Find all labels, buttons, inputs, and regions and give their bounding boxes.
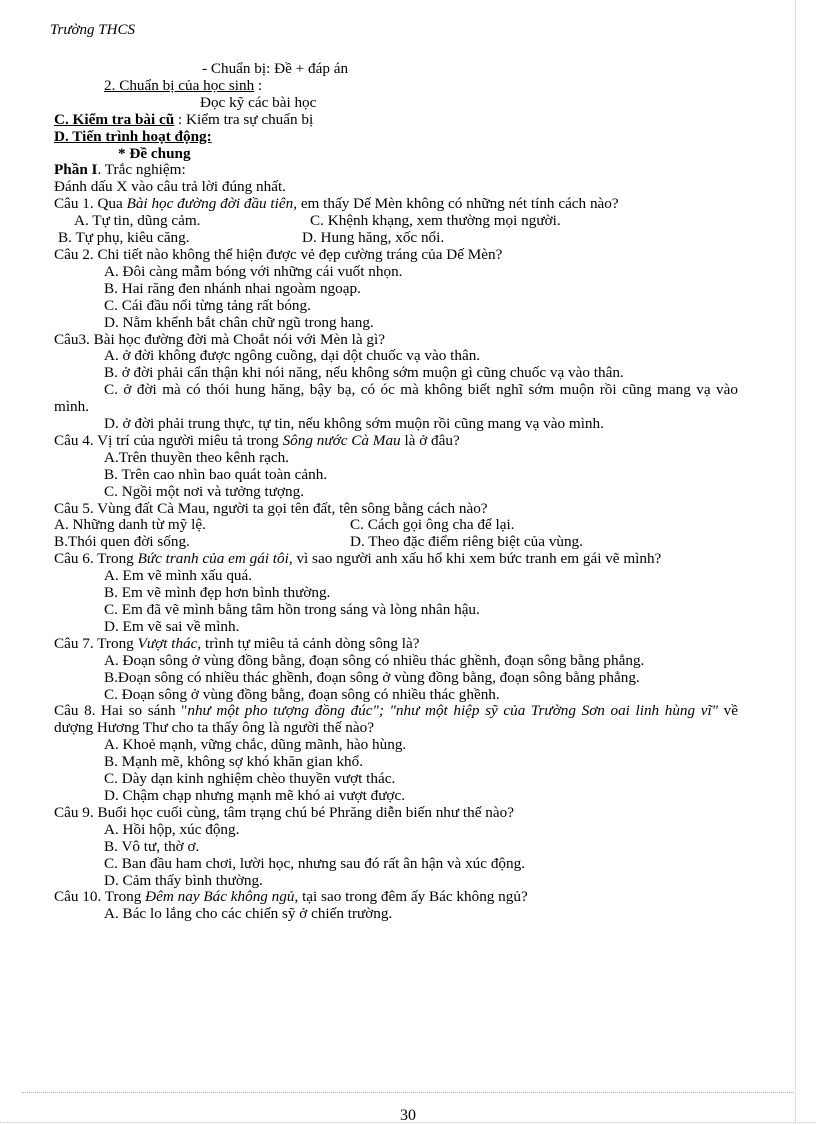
option-5d: D. Theo đặc điểm riêng biệt của vùng. (350, 533, 583, 551)
prep-student-label: 2. Chuẩn bị của học sinh (104, 76, 255, 94)
section-d-label: D. Tiến trình hoạt động: (54, 127, 212, 145)
question-1 (54, 196, 738, 213)
question-4-title: Sông nước Cà Mau (282, 431, 401, 449)
question-5: Câu 5. Vùng đất Cà Mau, người ta gọi tên đất, tên sông bằng cách nào? (54, 499, 488, 517)
prep-student-colon: : (254, 76, 263, 94)
option-3b: B. ở đời phải cẩn thận khi nói năng, nếu không sớm muộn gì cũng chuốc vạ vào thân. (104, 364, 624, 382)
question-2: Câu 2. Chi tiết nào không thể hiện được vẻ đẹp cường tráng của Dế Mèn? (54, 245, 503, 263)
section-d (54, 129, 738, 146)
option-1b: B. Tự phụ, kiêu căng. (58, 229, 190, 247)
section-c-label: C. Kiểm tra bài cũ (54, 110, 175, 128)
page-header: Trường THCS (50, 22, 135, 38)
option-7a: A. Đoạn sông ở vùng đồng bằng, đoạn sông có nhiều thác ghềnh, đoạn sông bằng phẳng. (104, 651, 645, 669)
question-7-post: , trình tự miêu tả cảnh dòng sông là? (197, 634, 420, 652)
question-8 (54, 703, 738, 737)
question-6-pre: Câu 6. Trong (54, 550, 138, 568)
part1-instruction: Đánh dấu X vào câu trả lời đúng nhất. (54, 178, 286, 196)
question-8-title: như một pho tượng đồng đúc"; "như một hiệp sỹ của Trường Sơn oai linh hùng vĩ" (187, 702, 719, 720)
option-6a: A. Em vẽ mình xấu quá. (104, 567, 253, 585)
option-4a: A.Trên thuyền theo kênh rạch. (104, 448, 290, 466)
section-c (54, 112, 738, 129)
option-9c: C. Ban đầu ham chơi, lười học, nhưng sau đó rất ân hận và xúc động. (104, 854, 525, 872)
page-number: 30 (400, 1107, 416, 1124)
question-6 (54, 551, 738, 568)
question-10 (54, 889, 738, 906)
option-8c: C. Dày dạn kinh nghiệm chèo thuyền vượt thác. (104, 770, 396, 788)
option-2a: A. Đôi càng mẫm bóng với những cái vuốt nhọn. (104, 262, 403, 280)
option-10a: A. Bác lo lắng cho các chiến sỹ ở chiến trường. (104, 905, 393, 923)
question-10-post: , tại sao trong đêm ấy Bác không ngủ? (294, 888, 528, 906)
question-1-options-row-2 (54, 230, 738, 247)
prep-student (54, 78, 738, 95)
option-7b: B.Đoạn sông có nhiều thác ghềnh, đoạn sông ở vùng đồng bằng, đoạn sông bằng phẳng. (104, 668, 640, 686)
question-7 (54, 636, 738, 653)
document-body (54, 61, 738, 923)
option-6b: B. Em vẽ mình đẹp hơn bình thường. (104, 584, 331, 602)
question-9: Câu 9. Buổi học cuối cùng, tâm trạng chú bé Phrăng diễn biến như thế nào? (54, 803, 514, 821)
option-8d: D. Chậm chạp nhưng mạnh mẽ khó ai vượt được. (104, 786, 405, 804)
option-1c: C. Khệnh khạng, xem thường mọi người. (310, 212, 561, 230)
question-6-post: , vì sao người anh xấu hổ khi xem bức tranh em gái vẽ mình? (288, 550, 662, 568)
option-6d: D. Em vẽ sai về mình. (104, 617, 240, 635)
part1-label: Phần I (54, 161, 98, 179)
option-5c: C. Cách gọi ông cha để lại. (350, 516, 515, 534)
question-4 (54, 433, 738, 450)
option-8a: A. Khoẻ mạnh, vững chắc, dũng mãnh, hào hùng. (104, 736, 407, 754)
question-8-post: về dượng Hương Thư cho ta thấy ông là người thế nào? (54, 702, 739, 737)
option-9d: D. Cảm thấy bình thường. (104, 871, 263, 889)
question-6-title: Bức tranh của em gái tôi (137, 550, 289, 568)
question-4-pre: Câu 4. Vị trí của người miêu tả trong (54, 431, 283, 449)
section-c-text: : Kiểm tra sự chuẩn bị (174, 110, 314, 128)
option-7c: C. Đoạn sông ở vùng đồng bằng, đoạn sông có nhiều thác ghềnh. (104, 685, 500, 703)
prep-student-text: Đọc kỹ các bài học (200, 93, 317, 111)
question-1-pre: Câu 1. Qua (54, 195, 127, 213)
option-3d: D. ở đời phải trung thực, tự tin, nếu không sớm muộn rồi cũng mang vạ vào mình. (104, 415, 604, 433)
option-3a: A. ở đời không được ngông cuồng, dại dột chuốc vạ vào thân. (104, 347, 481, 365)
question-8-pre: Câu 8. Hai so sánh " (54, 702, 188, 720)
option-1a: A. Tự tin, dũng cảm. (74, 212, 201, 230)
de-chung: * Đề chung (118, 144, 191, 162)
option-1d: D. Hung hăng, xốc nổi. (302, 229, 445, 247)
question-5-options-row-2 (54, 534, 738, 551)
page-edge-right (795, 0, 796, 1123)
option-9b: B. Vô tư, thờ ơ. (104, 837, 200, 855)
option-4c: C. Ngồi một nơi và tưởng tượng. (104, 482, 305, 500)
option-8b: B. Mạnh mẽ, không sợ khó khăn gian khổ. (104, 753, 364, 771)
prep-teacher: - Chuẩn bị: Đề + đáp án (202, 60, 349, 77)
option-9a: A. Hồi hộp, xúc động. (104, 820, 240, 838)
part1-title: . Trắc nghiệm: (97, 161, 186, 179)
option-6c: C. Em đã vẽ mình bằng tâm hồn trong sáng và lòng nhân hậu. (104, 601, 480, 618)
question-1-post: , em thấy Dế Mèn không có những nét tính cách nào? (293, 195, 619, 213)
question-7-pre: Câu 7. Trong (54, 634, 138, 652)
question-3: Câu3. Bài học đường đời mà Choắt nói với Mèn là gì? (54, 330, 385, 348)
option-2d: D. Nằm khểnh bắt chân chữ ngũ trong hang. (104, 313, 374, 331)
question-1-title: Bài học đường đời đầu tiên (126, 195, 294, 213)
question-4-post: là ở đâu? (400, 431, 460, 449)
option-5b: B.Thói quen đời sống. (54, 533, 190, 551)
option-2b: B. Hai răng đen nhánh nhai ngoàm ngoạp. (104, 279, 361, 297)
question-1-options-row-1 (54, 213, 738, 230)
option-4b: B. Trên cao nhìn bao quát toàn cảnh. (104, 465, 328, 483)
option-5a: A. Những danh từ mỹ lệ. (54, 516, 206, 534)
question-7-title: Vượt thác (137, 634, 198, 652)
question-10-title: Đêm nay Bác không ngủ (145, 888, 295, 906)
question-5-options-row-1 (54, 517, 738, 534)
option-2c: C. Cái đầu nổi từng tảng rất bóng. (104, 296, 311, 314)
footer-divider (22, 1092, 794, 1093)
option-3c: C. ở đời mà có thói hung hăng, bậy bạ, có óc mà không biết nghĩ sớm muộn rồi cũng mang vạ vào mình. (54, 381, 738, 416)
question-10-pre: Câu 10. Trong (54, 888, 146, 906)
part1-heading (54, 162, 738, 179)
